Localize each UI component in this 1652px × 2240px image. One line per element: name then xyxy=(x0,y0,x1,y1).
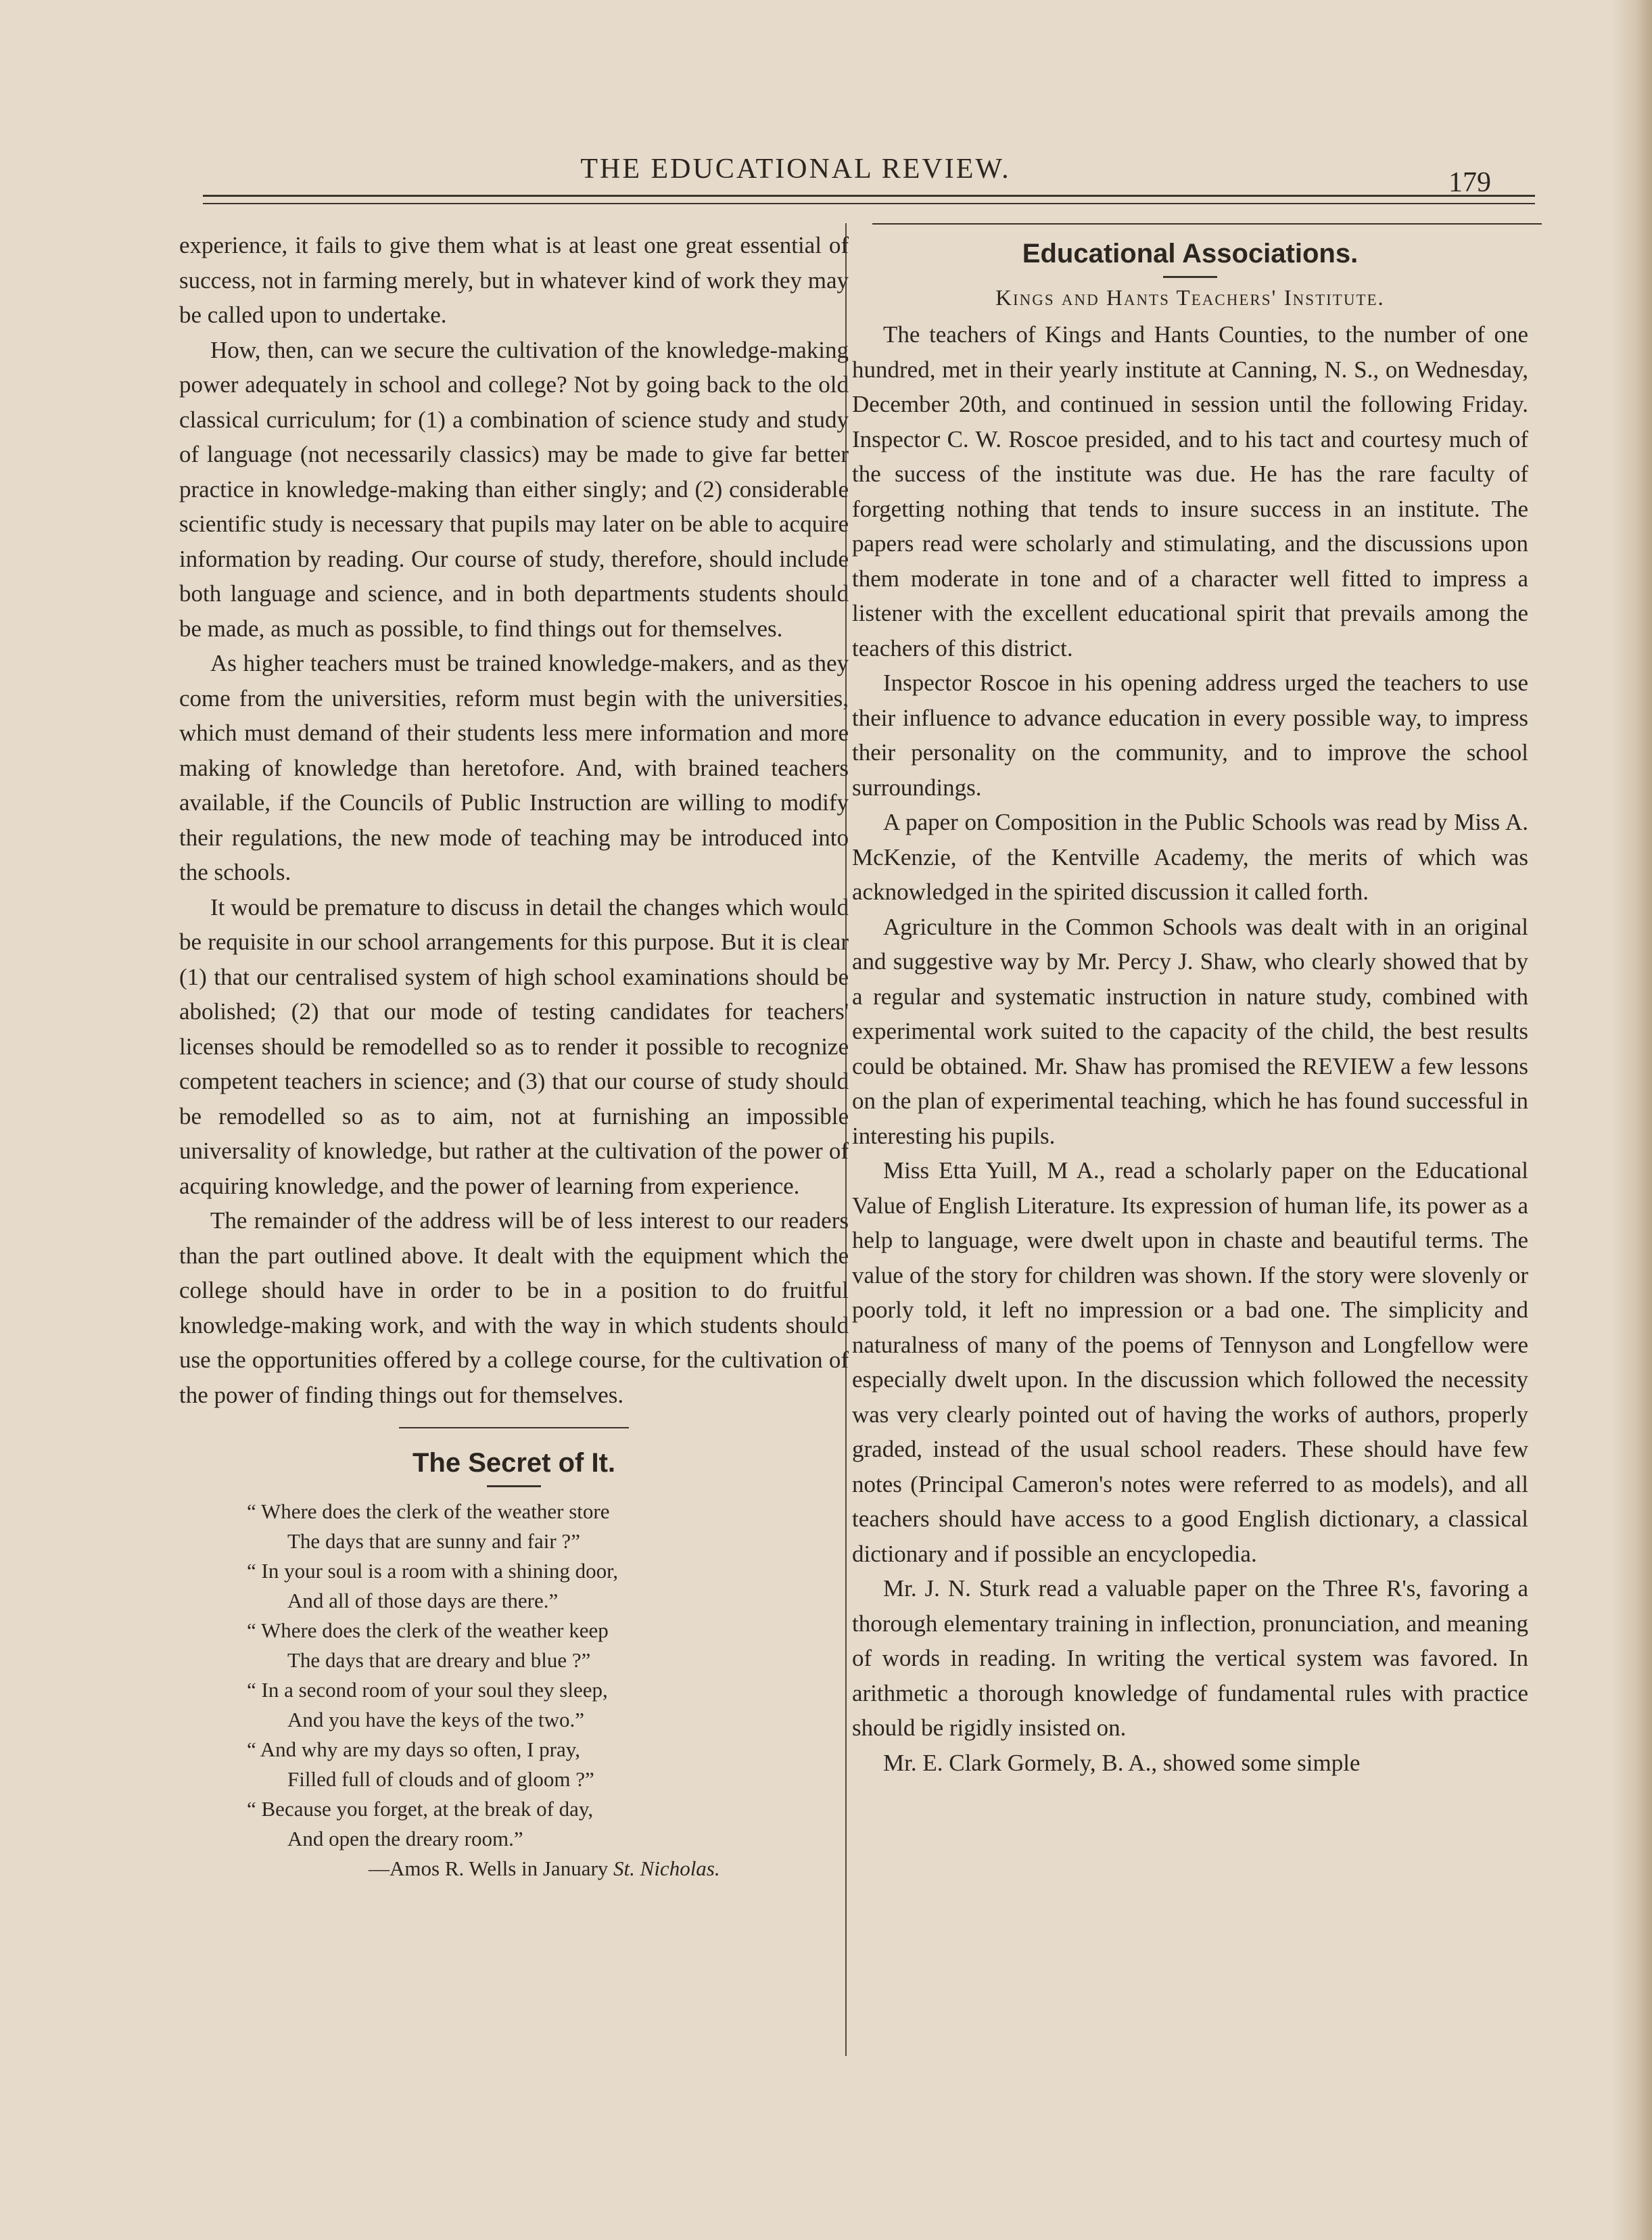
poem-line: “ Where does the clerk of the weather store xyxy=(247,1499,610,1523)
poem-title: The Secret of It. xyxy=(412,1448,616,1478)
paragraph: It would be premature to discuss in detail the changes which would be requisite in our school arrangements for this purpose. But it is clear (1) that our centralised system of high school examinations should be abolished; (2) that our mode of testing candidates for teachers' licenses should be remodelled so as to render it possible to recognize competent teachers in science; and (3) that our course of study should be remodelled so as to aim, not at furnishing an impossible universality of knowledge, but rather at the cultivation of the power of acquiring knowledge, and the power of learning from experience. xyxy=(179,893,849,1199)
paragraph: Agriculture in the Common Schools was dealt with in an original and suggestive way by Mr. Percy J. Shaw, who clearly showed that by a regular and systematic instruction in nature study, combined with experimental work suited to the capacity of the child, the best results could be obtained. Mr. Shaw has promised the REVIEW a few lessons on the plan of experimental teaching, which he has found successful in interesting his pupils. xyxy=(852,913,1528,1149)
running-head xyxy=(0,153,1652,185)
paragraph: The remainder of the address will be of less interest to our readers than the part outlined above. It dealt with the equipment which the college should have in order to be in a position to do fruitful knowledge-making work, and with the way in which students should use the opportunities offered by a college course, for the cultivation of the power of finding things out for themselves. xyxy=(179,1207,849,1408)
paragraph: A paper on Composition in the Public Schools was read by Miss A. McKenzie, of the Kentville Academy, the merits of which was acknowledged in the spirited discussion it called forth. xyxy=(852,809,1528,905)
header-rule-top xyxy=(203,195,1535,197)
poem-line: “ Because you forget, at the break of day, xyxy=(247,1797,594,1821)
paragraph: The teachers of Kings and Hants Counties, to the number of one hundred, met in their yearly institute at Canning, N. S., on Wednesday, December 20th, and continued in session until the following Friday. Inspector C. W. Roscoe presided, and to his tact and courtesy much of the success of the institute was due. He has the rare faculty of forgetting nothing that tends to insure success in an institute. The papers read were scholarly and stimulating, and the discussions upon them moderate in tone and of a character well fitted to impress a listener with the excellent educational spirit that prevails among the teachers of this district. xyxy=(852,321,1528,661)
poem-line: “ And why are my days so often, I pray, xyxy=(247,1737,581,1761)
poem-line: “ In your soul is a room with a shining door, xyxy=(247,1559,618,1583)
poem-line: And open the dreary room.” xyxy=(287,1827,523,1850)
poem-attribution xyxy=(247,1854,849,1884)
poem-line: The days that are sunny and fair ?” xyxy=(287,1529,580,1553)
poem-line: “ In a second room of your soul they sleep, xyxy=(247,1678,608,1702)
poem-line: Filled full of clouds and of gloom ?” xyxy=(287,1767,594,1791)
right-column xyxy=(852,233,1528,1780)
paragraph: Miss Etta Yuill, M A., read a scholarly paper on the Educational Value of English Literature. Its expression of human life, its power as a help to language, were dwelt upon in chaste and beautiful terms. The value of the story for children was shown. If the story were slovenly or poorly told, it left no impression or a bad one. The simplicity and naturalness of many of the poems of Tennyson and Longfellow were especially dwelt upon. In the discussion which followed the necessity was very clearly pointed out of having the works of authors, properly graded, instead of the usual school readers. These should have few notes (Principal Cameron's notes were referred to as models), and all teachers should have access to a good English dictionary, a classical dictionary and if possible an encyclopedia. xyxy=(852,1157,1528,1567)
running-head-text: THE EDUCATIONAL REVIEW. xyxy=(580,154,1011,185)
poem-line: “ Where does the clerk of the weather keep xyxy=(247,1618,609,1642)
paragraph: How, then, can we secure the cultivation of the knowledge-making power adequately in school and college? Not by going back to the old classical curriculum; for (1) a combination of science study and study of language (not necessarily classics) may be made to give far better practice in knowledge-making than either singly; and (2) considerable scientific study is necessary that pupils may later on be able to acquire information by reading. Our course of study, therefore, should include both language and science, and in both departments students should be made, as much as possible, to find things out for themselves. xyxy=(179,336,849,642)
paragraph: As higher teachers must be trained knowledge-makers, and as they come from the universities, reform must begin with the universities, which must demand of their students less mere information and more making of knowledge than heretofore. And, with brained teachers available, if the Councils of Public Instruction are willing to modify their regulations, the new mode of teaching may be introduced into the schools. xyxy=(179,650,849,885)
attribution-source: St. Nicholas. xyxy=(613,1857,720,1880)
poem-line: And all of those days are there.” xyxy=(287,1589,559,1612)
header-rule-bottom xyxy=(203,203,1535,204)
column-head-rule xyxy=(872,223,1542,225)
section-title: Educational Associations. xyxy=(1022,239,1359,269)
page-number: 179 xyxy=(1448,167,1491,198)
paragraph: Mr. E. Clark Gormely, B. A., showed some simple xyxy=(883,1749,1361,1776)
attribution-author: —Amos R. Wells in January xyxy=(369,1857,609,1880)
paragraph: Mr. J. N. Sturk read a valuable paper on the Three R's, favoring a thorough elementary training in inflection, pronunciation, and meaning of words in reading. In writing the vertical system was favored. In arithmetic a thorough knowledge of fundamental rules with practice should be rigidly insisted on. xyxy=(852,1575,1528,1741)
section-divider xyxy=(399,1427,629,1428)
paragraph: experience, it fails to give them what is at least one great essential of success, not in farming merely, but in whatever kind of work they may be called upon to undertake. xyxy=(179,232,849,328)
left-column xyxy=(179,228,849,1884)
paragraph: Inspector Roscoe in his opening address urged the teachers to use their influence to advance education in every possible way, to impress their personality on the community, and to improve the school surroundings. xyxy=(852,670,1528,801)
title-underline xyxy=(1163,276,1217,278)
poem xyxy=(247,1497,849,1884)
page-edge-shadow xyxy=(1611,0,1652,2240)
section-subheading: Kings and Hants Teachers' Institute. xyxy=(995,286,1385,310)
poem-line: And you have the keys of the two.” xyxy=(287,1708,585,1731)
poem-line: The days that are dreary and blue ?” xyxy=(287,1648,591,1672)
title-underline xyxy=(487,1485,541,1487)
